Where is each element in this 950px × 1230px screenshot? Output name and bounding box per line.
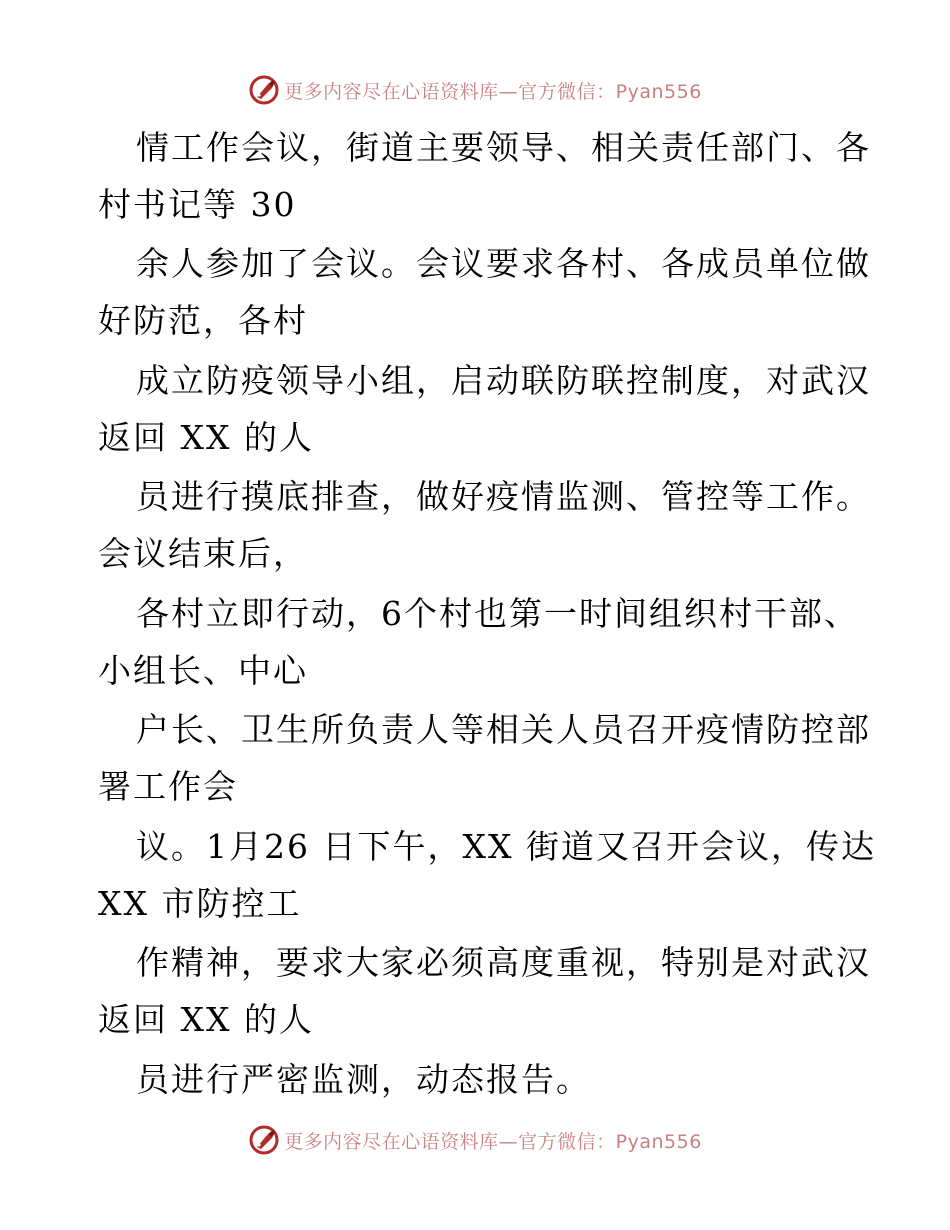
- text-line: 议。1月26 日下午，XX 街道又召开会议，传达: [136, 827, 876, 866]
- pen-nib-logo-icon: [248, 74, 280, 106]
- text-line: 各村立即行动，6个村也第一时间组织村干部、: [136, 594, 859, 633]
- text-line: XX 市防控工: [98, 884, 302, 923]
- footer-banner-text: 更多内容尽在心语资料库—官方微信：Pyan556: [284, 1130, 702, 1153]
- text-line: 村书记等 30: [98, 185, 297, 224]
- text-line: 员进行摸底排查，做好疫情监测、管控等工作。: [136, 477, 871, 516]
- text-line: 余人参加了会议。会议要求各村、各成员单位做: [136, 244, 871, 283]
- text-line: 返回 XX 的人: [98, 418, 314, 457]
- text-line: 户长、卫生所负责人等相关人员召开疫情防控部: [136, 710, 871, 749]
- pen-nib-logo-icon: [248, 1124, 280, 1156]
- footer-banner: [0, 1122, 950, 1158]
- text-line: 会议结束后，: [98, 534, 308, 573]
- text-line: 作精神，要求大家必须高度重视，特别是对武汉: [136, 943, 871, 982]
- text-line: 小组长、中心: [98, 651, 308, 690]
- text-line: 返回 XX 的人: [98, 1000, 314, 1039]
- text-line: 好防范，各村: [98, 301, 308, 340]
- header-banner-text: 更多内容尽在心语资料库—官方微信：Pyan556: [284, 80, 702, 103]
- text-line: 情工作会议，街道主要领导、相关责任部门、各: [136, 128, 871, 167]
- text-line: 员进行严密监测，动态报告。: [136, 1060, 591, 1099]
- text-line: 成立防疫领导小组，启动联防联控制度，对武汉: [136, 361, 871, 400]
- header-banner: [0, 72, 950, 108]
- text-line: 署工作会: [98, 767, 238, 806]
